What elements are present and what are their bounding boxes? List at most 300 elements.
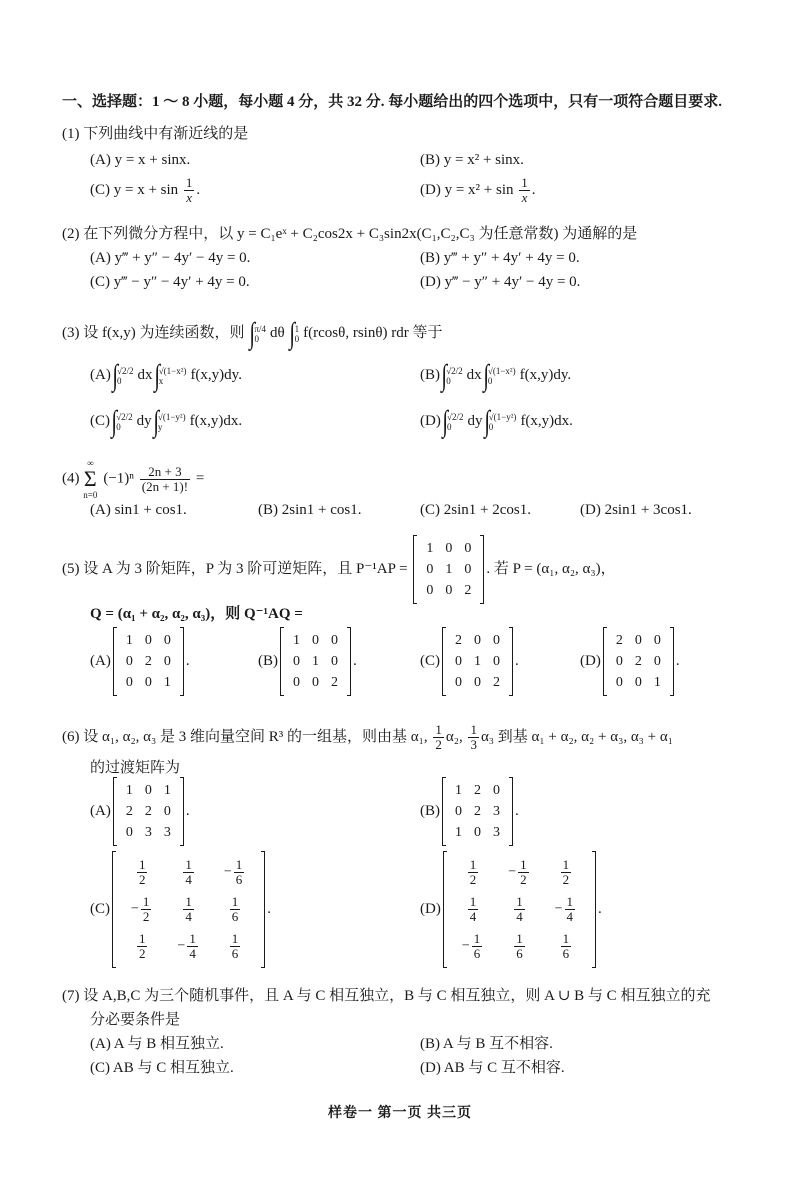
q6-d-matrix-cell-fraction [472,932,483,961]
q5-c-matrix-table [449,630,506,693]
q6-a-matrix [113,778,184,845]
q3-c-label: (C) [90,413,110,429]
q6-d-matrix-cell [496,854,542,891]
q3-c-lims1 [116,412,132,432]
q6-c-label: (C) [90,901,110,917]
q3-outer-integral-sign: ∫ [249,316,256,350]
integral-sign: ∫ [111,404,117,438]
q5-option-matrix-cell: 2 [493,675,500,690]
q6-d-matrix-cell [496,891,542,928]
q6-c-matrix-cell-num: 1 [185,857,192,873]
q6-d-matrix-cell-den: 6 [516,946,523,962]
q3-dtheta: dθ [270,325,285,341]
q6-d-matrix-cell-fraction [518,858,529,887]
q6-d-matrix-cell-den: 2 [520,872,527,888]
q1-option-c: (C) y = x + sin $\frac{1}{x}$ . [90,175,201,205]
q3-d-body: f(x,y)dx. [520,413,573,429]
q1-c-frac-num: 1 [185,175,193,190]
q6-c-matrix-cell-num: 1 [138,857,146,873]
q6-a-matrix-cell: 0 [125,825,133,840]
q5-option-matrix-cell: 2 [455,633,462,648]
q6-b-matrix-cell: 3 [493,825,500,840]
q5-option-matrix-cell: 0 [163,633,171,648]
q5-b-matrix-table [287,630,344,693]
q3-a-l2-lo: x [158,375,164,386]
q3-inner-lower: 0 [294,333,300,344]
q6-d-matrix-cell-fraction [561,932,572,961]
q5-stem-text: (5) 设 A 为 3 阶矩阵，P 为 3 阶可逆矩阵，且 P⁻¹AP = [62,560,408,577]
q5-option-matrix-cell: 0 [312,633,319,648]
q5-stem-matrix-row [420,538,477,559]
q6-c-matrix-cell-fraction [230,932,241,961]
q6-b-matrix-row [449,801,506,822]
q6-d-matrix-row [450,891,589,928]
q3-c-lims2 [158,412,186,432]
section-header: 一、选择题：1 ～ 8 小题，每小题 4 分，共 32 分. 每小题给出的四个选项中，只有一项符合题目要求. [62,94,723,110]
q5-option-matrix-cell: 0 [615,654,623,669]
q2-option-b: (B) y‴ + y″ + 4y′ + 4y = 0. [420,250,580,266]
integral-sign: ∫ [152,404,159,438]
q6-d-matrix-cell [450,891,496,928]
q6-d-matrix-cell-num: 1 [516,931,523,947]
q5-option-matrix-cell: 0 [474,633,481,648]
q5-stem-matrix-cell: 0 [445,583,453,598]
q4-term: (−1)ⁿ [103,470,135,487]
q6-b-matrix-row [449,822,506,843]
q6-d-matrix-cell-fraction [561,858,572,887]
q3-d-l1-lo: 0 [447,421,452,432]
q6-d-matrix-cell-den: 4 [469,909,477,925]
q6-d-matrix-cell [450,928,496,965]
q6-c-matrix-table [119,854,258,965]
integral-sign: ∫ [153,358,160,392]
q2-stem: (2) 在下列微分方程中，以 y = C₁eˣ + C₂cos2x + C₃sin2x(C₁,C₂,C₃ 为任意常数) 为通解的是 [62,226,638,242]
q3-a-lims1 [117,366,133,386]
q3-d-lims1 [447,412,463,432]
q6-c-matrix-row [119,928,258,965]
q7-stem-line1: (7) 设 A,B,C 为三个随机事件，且 A 与 C 相互独立，B 与 C 相互独立，则 A ∪ B 与 C 相互独立的充 [62,988,711,1004]
q6-option-a: (A) 1 0 1 2 2 0 0 3 3 . [90,778,190,845]
q5-c-matrix [442,628,513,695]
q5-option-matrix-cell: 0 [493,654,500,669]
q6-d-matrix-cell-sign: − [508,864,517,880]
q6-c-matrix-cell-sign: − [131,901,139,917]
q4-label: (4) [62,470,80,487]
q2-option-c: (C) y‴ − y″ − 4y′ + 4y = 0. [90,274,250,290]
q5-option-matrix-cell: 1 [474,654,481,669]
q5-line2: Q = (α₁ + α₂, α₂, α₃)，则 Q⁻¹AQ = [90,606,303,622]
q5-option-b: (B) 1 0 0 0 1 0 0 0 2 . [258,628,357,695]
q6-d-matrix-cell [450,854,496,891]
q5-stem-matrix-cell: 0 [426,562,434,577]
q6-a-matrix-row [120,801,177,822]
q5-stem-matrix-row [420,559,477,580]
q6-d-matrix-cell-num: 1 [562,857,570,873]
q6-c-matrix-cell-den: 6 [231,946,239,962]
q3-outer-limits [254,324,266,344]
q6-d-matrix-row [450,854,589,891]
q5-a-matrix [113,628,184,695]
q5-option-matrix-row [287,651,344,672]
q5-option-matrix-cell: 0 [455,654,462,669]
q6-a-matrix-row [120,780,177,801]
q6-b-matrix [442,778,513,845]
q6-a-matrix-cell: 0 [163,804,171,819]
q3-c-l1-up: √2/2 [116,411,133,422]
q3-b-l2-up: √(1−x²) [487,365,516,376]
q6-b-matrix-cell: 3 [493,804,500,819]
q5-option-d: (D) 2 0 0 0 2 0 0 0 1 . [580,628,680,695]
q6-line2: 的过渡矩阵为 [90,760,181,776]
q3-option-d [420,404,573,438]
q6-d-matrix-cell-den: 6 [473,946,481,962]
q6-a-matrix-row [120,822,177,843]
q6-c-matrix-cell-sign: − [177,938,186,954]
q6-a-label: (A) [90,802,111,819]
q2-option-a: (A) y‴ + y″ − 4y′ − 4y = 0. [90,250,251,266]
page-footer: 样卷一 第一页 共三页 [328,1106,472,1121]
q5-option-matrix-cell: 0 [163,654,171,669]
q5-option-matrix-cell: 0 [125,675,133,690]
q5-a-matrix-table [120,630,177,693]
q6-d-matrix [443,852,596,967]
q6-option-c: (C) $\frac{1}{2}$ $\frac{1}{4}$ − $\frac{1}{6}$ − $\frac{1}{2}$ $\frac{1}{4}$ $\frac{1}{6}$ $\frac{1}{2}$ − $\frac{1}{4}$ $\frac{1}{6}$ . [90,850,271,968]
q6-option-b: (B) 1 2 0 0 2 3 1 0 3 . [420,778,519,845]
q6-d-matrix-cell-fraction [468,858,479,887]
q6-a-matrix-cell: 2 [125,804,133,819]
q6-c-matrix-cell-den: 6 [231,909,239,925]
q3-d-l2-up: √(1−y²) [488,411,517,422]
q6-d-matrix-table [450,854,589,965]
q1-stem: (1) 下列曲线中有渐近线的是 [62,126,249,142]
q5-option-matrix-cell: 1 [163,675,171,690]
q6-c-matrix-row [119,891,258,928]
q6-b-matrix-cell: 0 [493,783,500,798]
q6-c-matrix-cell-fraction [183,895,194,924]
q5-stem-matrix-cell: 0 [445,541,453,556]
q6-c-matrix-cell-fraction [187,932,198,961]
q5-option-a: (A) 1 0 0 0 2 0 0 0 1 . [90,628,190,695]
q6-d-matrix-cell-fraction [514,932,525,961]
q5-option-matrix-row [449,630,506,651]
q5-stem-matrix-cell: 1 [445,562,453,577]
q1-d-frac-den: x [521,190,528,205]
integral-sign: ∫ [112,358,118,392]
q4-option-b: (B) 2sin1 + cos1. [258,502,362,518]
q5-option-matrix-cell: 0 [615,675,623,690]
q4-numerator: 2n + 3 [140,465,190,480]
q3-a-label: (A) [90,367,111,383]
q6-c-matrix-cell-den: 2 [138,872,146,888]
q6-d-matrix-cell [543,928,589,965]
q6-d-matrix-cell [543,854,589,891]
q6-d-matrix-cell-num: 1 [469,857,477,873]
q6-d-matrix-cell-sign: − [461,938,470,954]
q6-option-d: (D) $\frac{1}{2}$ − $\frac{1}{2}$ $\frac{1}{2}$ $\frac{1}{4}$ $\frac{1}{4}$ − $\frac{1}{4}$ − $\frac{1}{6}$ $\frac{1}{6}$ $\frac{1}{6}$ . [420,850,602,968]
q5-option-matrix-row [610,672,667,693]
q7-option-c: (C) AB 与 C 相互独立. [90,1060,234,1076]
q6-b-matrix-row [449,780,506,801]
q5-option-matrix-cell: 0 [493,633,500,648]
q5-option-matrix-cell: 2 [331,675,338,690]
q6-d-matrix-cell-den: 6 [562,946,570,962]
q6-a-matrix-cell: 3 [144,825,152,840]
q5-option-matrix-cell: 0 [293,675,300,690]
q5-option-matrix-row [120,672,177,693]
q5-stem-matrix-cell: 0 [464,541,472,556]
q5-option-matrix-cell: 2 [615,633,623,648]
q3-d-label: (D) [420,413,441,429]
q6-d-matrix-cell-den: 2 [469,872,477,888]
q1-c-fraction [184,176,195,205]
q3-option-b [420,358,571,392]
q6-a-matrix-cell: 0 [144,783,152,798]
q3-b-d1: dx [466,367,482,383]
q3-d-l2-lo: 0 [488,421,494,432]
integral-sign: ∫ [442,404,448,438]
q6-f1-num: 1 [435,722,442,738]
q5-stem [62,536,616,603]
q6-d-matrix-cell-num: 1 [516,894,523,910]
q4-option-d: (D) 2sin1 + 3cos1. [580,502,692,518]
q6-c-matrix-cell [212,891,258,928]
q5-option-matrix-cell: 0 [144,633,152,648]
q6-c-matrix-cell-fraction [141,895,152,924]
q7-option-b: (B) A 与 B 互不相容. [420,1036,553,1052]
q6-d-matrix-cell-den: 2 [562,872,570,888]
q3-b-l1-up: √2/2 [446,365,463,376]
q6-stem-a: (6) 设 α₁, α₂, α₃ 是 3 维向量空间 R³ 的一组基，则由基 α₁, [62,729,428,745]
q4-stem [62,458,204,500]
q5-option-c: (C) 2 0 0 0 1 0 0 0 2 . [420,628,519,695]
q5-option-matrix-cell: 2 [634,654,642,669]
q5-d-matrix [603,628,674,695]
q3-stem-integrand: f(rcosθ, rsinθ) rdr 等于 [303,325,443,341]
q5-option-matrix-row [610,630,667,651]
q6-a-matrix-cell: 1 [163,783,171,798]
q6-c-matrix-cell-den: 6 [235,872,243,888]
q3-c-body: f(x,y)dx. [189,413,243,429]
q6-stem-b: α₂, [445,729,463,745]
q5-option-matrix-cell: 0 [144,675,152,690]
q5-stem-matrix-cell: 0 [426,583,434,598]
q5-option-matrix-row [287,630,344,651]
q6-a-matrix-cell: 1 [125,783,133,798]
q5-option-matrix-row [120,651,177,672]
q6-c-matrix-cell [119,928,165,965]
q2-option-d: (D) y‴ − y″ + 4y′ − 4y = 0. [420,274,581,290]
q3-c-l2-lo: y [157,421,163,432]
q6-c-matrix-cell-num: 1 [235,857,243,873]
q4-option-c: (C) 2sin1 + 2cos1. [420,502,531,518]
q3-a-l1-up: √2/2 [117,365,134,376]
integral-sign: ∫ [441,358,447,392]
q6-d-matrix-cell-den: 4 [516,909,523,925]
q6-f1-den: 2 [435,737,442,753]
q3-a-lims2 [159,366,187,386]
q4-option-a: (A) sin1 + cos1. [90,502,187,518]
q3-a-l1-lo: 0 [117,375,122,386]
q3-d-d1: dy [467,413,483,429]
q6-d-label: (D) [420,901,441,917]
q1-option-c-text: (C) y = x + sin [90,181,179,198]
q6-d-matrix-cell [496,928,542,965]
q5-option-matrix-cell: 0 [634,633,642,648]
q5-option-matrix-cell: 2 [144,654,152,669]
q6-c-matrix-cell [119,854,165,891]
q3-outer-upper: π/4 [254,323,266,334]
q6-d-matrix-cell-fraction [514,895,525,924]
q3-b-lims1 [446,366,462,386]
q6-b-matrix-cell: 0 [455,804,462,819]
q5-option-matrix-row [449,672,506,693]
q5-d-matrix-table [610,630,667,693]
q5-option-matrix-cell: 1 [293,633,300,648]
q5-option-matrix-cell: 0 [474,675,481,690]
q1-d-fraction [519,176,530,205]
q5-d-label: (D) [580,652,601,669]
q3-b-body: f(x,y)dy. [519,367,572,383]
q5-option-matrix-cell: 0 [653,654,661,669]
q5-option-matrix-cell: 1 [312,654,319,669]
q6-a-matrix-cell: 3 [163,825,171,840]
q6-d-matrix-row [450,928,589,965]
q6-stem [62,720,673,754]
q6-c-matrix-cell-den: 4 [185,872,192,888]
q6-c-matrix-cell [165,891,211,928]
q7-option-a: (A) A 与 B 相互独立. [90,1036,224,1052]
q6-b-matrix-cell: 2 [474,783,481,798]
q6-c-matrix-cell [212,928,258,965]
q6-c-matrix-cell-fraction [137,932,148,961]
q5-option-matrix-cell: 0 [331,633,338,648]
q6-c-matrix-cell-den: 2 [138,946,146,962]
q4-sum-lower: n=0 [83,490,98,500]
q3-b-lims2 [488,366,516,386]
q5-option-matrix-row [287,672,344,693]
q5-b-matrix [280,628,351,695]
q5-a-label: (A) [90,652,111,669]
q6-c-matrix [112,852,265,967]
q3-c-l2-up: √(1−y²) [157,411,186,422]
q5-option-matrix-cell: 0 [293,654,300,669]
q1-c-frac-den: x [186,190,193,205]
q5-option-matrix-row [610,651,667,672]
q6-c-matrix-cell-den: 4 [189,946,196,962]
q5-c-label: (C) [420,652,440,669]
q3-option-c [90,404,242,438]
q6-b-matrix-cell: 1 [455,825,462,840]
q6-b-matrix-cell: 2 [474,804,481,819]
q4-equals: = [195,470,205,487]
q4-sum-sign: ∞ Σ n=0 [83,458,98,500]
q6-d-matrix-cell-num: 1 [566,894,574,910]
q6-a-matrix-cell: 2 [144,804,152,819]
q6-d-matrix-cell-num: 1 [473,931,481,947]
q6-c-matrix-row [119,854,258,891]
q5-option-matrix-cell: 0 [634,675,642,690]
q3-a-d1: dx [137,367,153,383]
q1-d-frac-num: 1 [521,175,528,190]
q3-c-l1-lo: 0 [116,421,121,432]
q4-fraction [140,465,190,494]
q6-b-matrix-table [449,780,506,843]
q7-stem-line2: 分必要条件是 [90,1012,181,1028]
q5-option-matrix-cell: 0 [125,654,133,669]
q6-d-matrix-cell-den: 4 [566,909,574,925]
q6-b-matrix-cell: 1 [455,783,462,798]
q6-c-matrix-cell-den: 4 [185,909,192,925]
q6-c-matrix-cell [119,891,165,928]
q6-c-matrix-cell-fraction [183,858,194,887]
q3-stem [62,316,443,350]
q6-d-matrix-cell-fraction [468,895,479,924]
q5-option-matrix-cell: 0 [455,675,462,690]
q6-c-matrix-cell-num: 1 [142,894,150,910]
q6-c-matrix-cell-fraction [230,895,241,924]
q1-option-d-text: (D) y = x² + sin [420,181,514,198]
q6-stem-c: α₃ 到基 α₁ + α₂, α₂ + α₃, α₃ + α₁ [480,729,673,745]
q5-stem-matrix-cell: 0 [464,562,472,577]
q3-a-body: f(x,y)dy. [190,367,242,383]
q5-option-matrix-cell: 0 [312,675,319,690]
q3-d-l1-up: √2/2 [447,411,464,422]
q1-option-a: (A) y = x + sinx. [90,152,191,168]
q6-b-matrix-cell: 0 [474,825,481,840]
q3-a-l2-up: √(1−x²) [158,365,187,376]
q5-option-matrix-row [120,630,177,651]
q6-d-matrix-cell-num: 1 [562,931,570,947]
q3-b-l2-lo: 0 [487,375,493,386]
q6-c-matrix-cell-num: 1 [231,894,239,910]
q5-option-matrix-row [449,651,506,672]
q5-stem-matrix-row [420,580,477,601]
q6-c-matrix-cell-fraction [234,858,245,887]
q6-c-matrix-cell-num: 1 [189,931,196,947]
q3-inner-limits [295,324,300,344]
q1-option-b: (B) y = x² + sinx. [420,152,524,168]
q6-frac1 [433,723,444,752]
q5-stem-matrix-table [420,538,477,601]
q7-option-d: (D) AB 与 C 互不相容. [420,1060,565,1076]
q6-c-matrix-cell-den: 2 [142,909,150,925]
q6-c-matrix-cell [165,854,211,891]
q5-option-matrix-cell: 1 [125,633,133,648]
q3-option-a [90,358,242,392]
q6-c-matrix-cell-num: 1 [231,931,239,947]
q3-inner-upper: 1 [294,323,300,334]
q5-option-matrix-cell: 1 [653,675,661,690]
q5-option-matrix-cell: 0 [653,633,661,648]
q6-c-matrix-cell [212,854,258,891]
q4-sum-upper: ∞ [87,458,94,468]
q5-stem-matrix-cell: 1 [426,541,434,556]
q6-f2-num: 1 [470,722,477,738]
q3-b-label: (B) [420,367,440,383]
q6-c-matrix-cell [165,928,211,965]
q5-option-matrix-cell: 0 [331,654,338,669]
q3-outer-lower: 0 [254,333,259,344]
q6-d-matrix-cell-sign: − [554,901,563,917]
q5-b-label: (B) [258,652,278,669]
q3-b-l1-lo: 0 [446,375,451,386]
q6-frac2 [468,723,479,752]
q3-c-d1: dy [136,413,152,429]
integral-sign: ∫ [482,358,489,392]
q6-f2-den: 3 [470,737,477,753]
q5-stem-matrix [413,536,484,603]
q6-d-matrix-cell-num: 1 [520,857,527,873]
